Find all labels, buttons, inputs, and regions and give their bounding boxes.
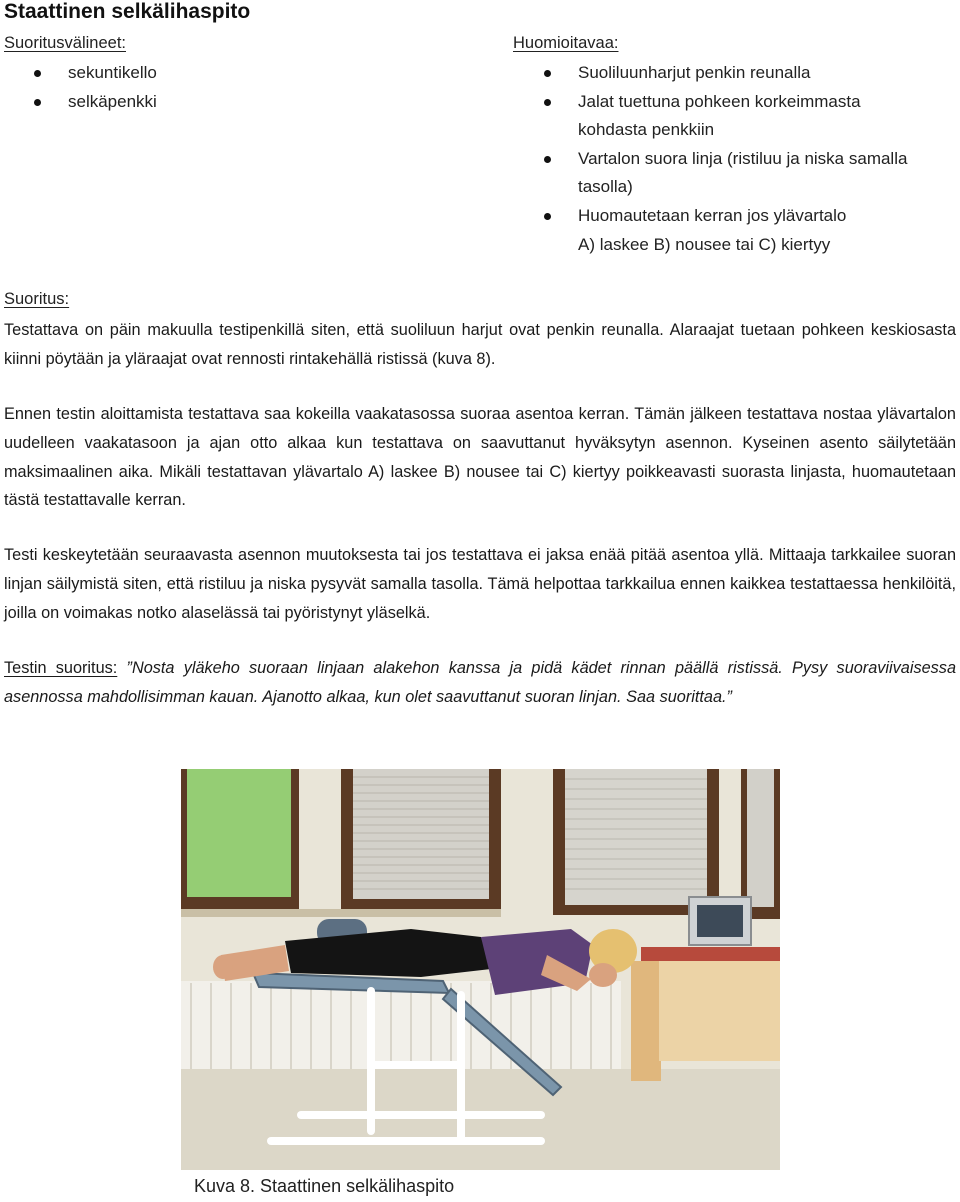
list-item: Vartalon suora linja (ristiluu ja niska samalla tasolla) bbox=[578, 145, 907, 202]
test-photo bbox=[181, 769, 780, 1170]
instruction-text: ”Nosta yläkeho suoraan linjaan alakehon kanssa ja pidä kädet rinnan päällä ristissä. Pysy suoraviivaisessa asennossa mahdollisimman kauan. Ajanotto alkaa, kun olet saavuttanut suoran linjan. Saa suorittaa.” bbox=[4, 659, 956, 706]
list-item: Huomautetaan kerran jos ylävartalo A) laskee B) nousee tai C) kiertyy bbox=[578, 202, 907, 259]
list-item: sekuntikello bbox=[68, 59, 157, 88]
page-title: Staattinen selkälihaspito bbox=[4, 0, 251, 23]
notes-heading: Huomioitavaa: bbox=[513, 34, 619, 52]
notes-list bbox=[578, 59, 907, 259]
performance-heading: Suoritus: bbox=[4, 290, 70, 308]
equipment-heading: Suoritusvälineet: bbox=[4, 34, 126, 52]
bullet-icon bbox=[34, 70, 41, 77]
list-item: Suoliluunharjut penkin reunalla bbox=[578, 59, 907, 88]
list-item: Jalat tuettuna pohkeen korkeimmasta kohdasta penkkiin bbox=[578, 88, 907, 145]
equipment-list bbox=[68, 59, 157, 116]
instruction-paragraph bbox=[4, 654, 956, 712]
performance-paragraph-1: Testattava on päin makuulla testipenkillä siten, että suoliluun harjut ovat penkin reunalla. Alaraajat tuetaan pohkeen keskiosasta kiinni pöytään ja yläraajat ovat rennosti rintakehällä ristissä (kuva 8). bbox=[4, 321, 956, 368]
bullet-icon bbox=[34, 99, 41, 106]
performance-paragraph-3: Testi keskeytetään seuraavasta asennon muutoksesta tai jos testattava ei jaksa enää pitää asentoa yllä. Mittaaja tarkkailee suoran linjan säilymistä siten, että ristiluu ja niska pysyvät samalla tasolla. Tämä helpottaa tarkkailua ennen kaikkea testattaessa henkilöitä, joilla on voimakas notko alaselässä tai pyöristynyt yläselkä. bbox=[4, 546, 956, 622]
instruction-heading: Testin suoritus: bbox=[4, 659, 118, 677]
bullet-icon bbox=[544, 99, 551, 106]
bullet-icon bbox=[544, 70, 551, 77]
bullet-icon bbox=[544, 213, 551, 220]
performance-paragraph-2: Ennen testin aloittamista testattava saa kokeilla vaakatasossa suoraa asentoa kerran. Tämän jälkeen testattava nostaa ylävartalon uudelleen vaakatasoon ja ajan otto alkaa kun testattava on saavuttanut hyväksytyn asennon. Kyseinen asento säilytetään maksimaalinen aika. Mikäli testattavan ylävartalo A) laskee B) nousee tai C) kiertyy poikkeavasti suorasta linjasta, huomautetaan tästä testattavalle kerran. bbox=[4, 405, 956, 510]
bullet-icon bbox=[544, 156, 551, 163]
figure-caption: Kuva 8. Staattinen selkälihaspito bbox=[194, 1176, 455, 1196]
list-item: selkäpenkki bbox=[68, 88, 157, 117]
